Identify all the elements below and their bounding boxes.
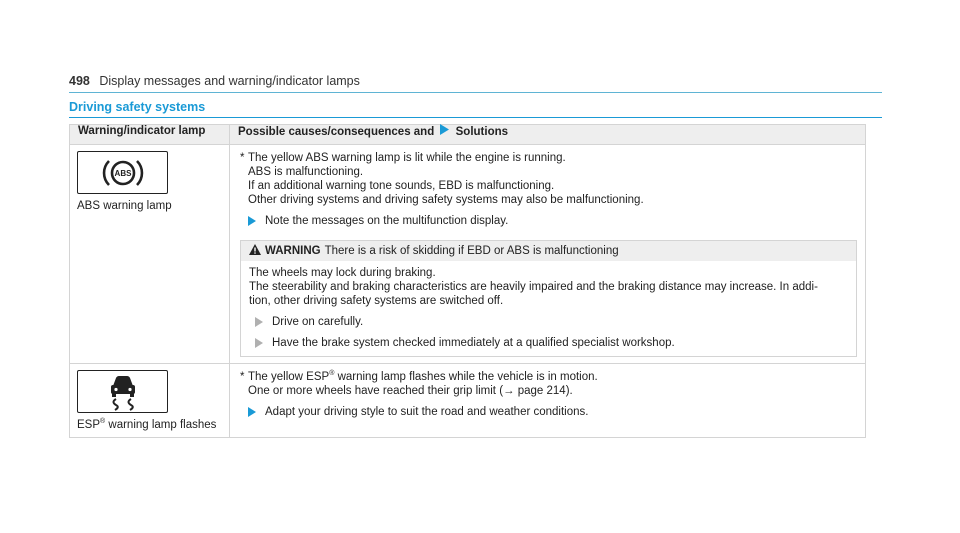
esp-solution-step	[240, 405, 857, 419]
table-header-row	[70, 125, 866, 145]
page-header-title: Display messages and warning/indicator lamps	[99, 74, 360, 88]
warning-body	[241, 261, 856, 356]
page-reference-link[interactable]: → page 214).	[503, 385, 573, 397]
lamp-cell-abs	[70, 145, 230, 364]
page-header	[69, 74, 360, 88]
warning-lamps-table	[69, 124, 866, 438]
solution-cell-esp	[230, 364, 866, 438]
warning-step-2-text: Have the brake system checked immediately at a qualified specialist workshop.	[272, 337, 675, 349]
esp-cause-line-1: The yellow ESP® warning lamp flashes while the vehicle is in motion.	[248, 370, 598, 383]
esp-solution-step-text: Adapt your driving style to suit the road and weather conditions.	[265, 406, 589, 418]
solution-arrow-icon	[440, 124, 449, 138]
step-arrow-icon	[248, 216, 256, 226]
warning-title: There is a risk of skidding if EBD or ABS is malfunctioning	[324, 245, 619, 257]
section-divider	[69, 117, 882, 118]
abs-warning-icon	[77, 151, 168, 194]
column-header-solutions-label: Solutions	[455, 126, 509, 139]
abs-cause-line-4: Other driving systems and driving safety systems may also be malfunctioning.	[248, 194, 644, 206]
abs-cause-line-2: ABS is malfunctioning.	[248, 166, 364, 178]
step-arrow-icon	[255, 338, 263, 348]
warning-body-line-3: tion, other driving safety systems are switched off.	[249, 295, 504, 307]
column-header-solutions-text: Possible causes/consequences and	[238, 126, 435, 139]
svg-text:ABS: ABS	[114, 168, 131, 178]
abs-solution-step	[240, 214, 857, 228]
warning-header	[241, 241, 856, 261]
lamp-cell-esp	[70, 364, 230, 438]
warning-triangle-icon	[249, 244, 261, 259]
warning-step-1	[249, 315, 848, 329]
abs-cause-line-3: If an additional warning tone sounds, EBD is malfunctioning.	[248, 180, 555, 192]
warning-label: WARNING	[265, 245, 321, 257]
abs-cause-line-1: The yellow ABS warning lamp is lit while the engine is running.	[248, 152, 566, 164]
column-header-solutions	[230, 125, 866, 145]
lamp-label-abs: ABS warning lamp	[77, 200, 172, 212]
esp-cause-line-2: One or more wheels have reached their grip limit (→ page 214).	[248, 385, 573, 397]
esp-skid-icon	[77, 370, 168, 413]
solution-cell-abs	[230, 145, 866, 364]
warning-box	[240, 240, 857, 357]
warning-step-2	[249, 336, 848, 350]
page-number: 498	[69, 74, 90, 88]
warning-body-line-1: The wheels may lock during braking.	[249, 267, 436, 279]
header-divider	[69, 92, 882, 93]
footnote-star: *	[240, 371, 245, 383]
warning-body-line-2: The steerability and braking characteristics are heavily impaired and the braking distance may increase. In addi-	[249, 281, 818, 293]
step-arrow-icon	[248, 407, 256, 417]
step-arrow-icon	[255, 317, 263, 327]
reference-arrow-icon: →	[503, 385, 515, 397]
section-title: Driving safety systems	[69, 100, 206, 114]
footnote-star: *	[240, 152, 245, 164]
lamp-label-esp: ESP® warning lamp flashes	[77, 418, 217, 431]
warning-step-1-text: Drive on carefully.	[272, 316, 364, 328]
table-row-abs	[70, 145, 866, 364]
table-row-esp	[70, 364, 866, 438]
abs-solution-step-text: Note the messages on the multifunction display.	[265, 215, 509, 227]
column-header-lamp: Warning/indicator lamp	[70, 125, 230, 145]
